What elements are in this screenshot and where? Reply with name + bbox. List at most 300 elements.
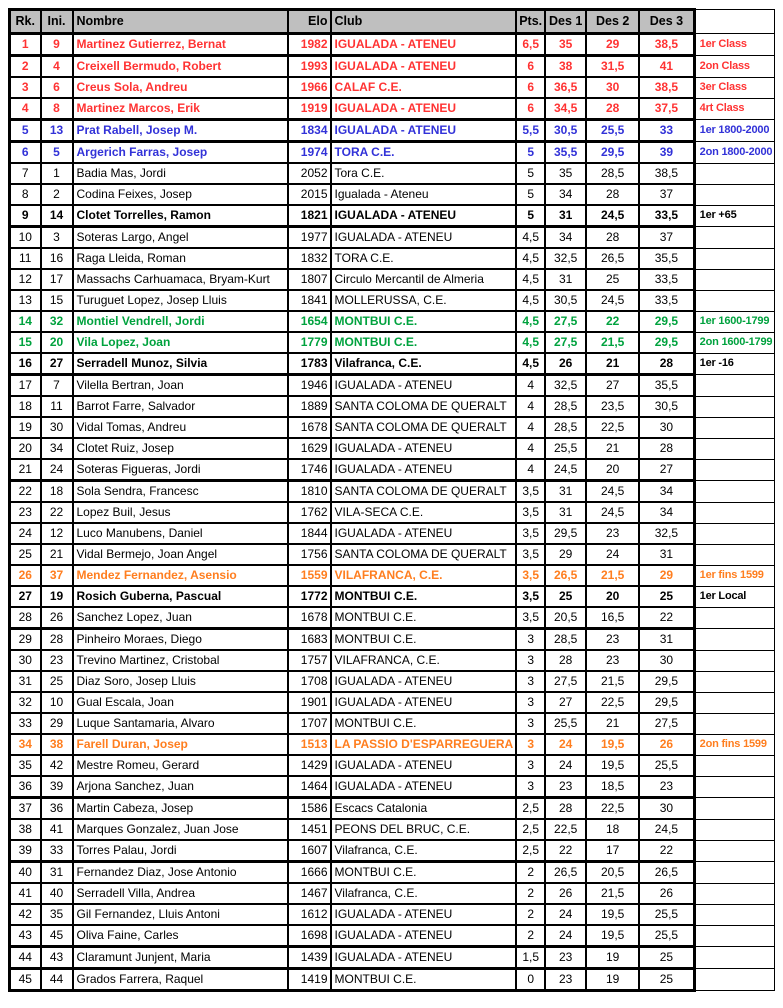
cell-des2: 17 <box>586 840 639 862</box>
cell-club: MONTBUI C.E. <box>331 332 517 353</box>
cell-award <box>694 544 775 565</box>
cell-nombre: Vila Lopez, Joan <box>73 332 288 353</box>
cell-nombre: Badia Mas, Jordi <box>73 163 288 184</box>
table-row <box>10 77 775 98</box>
cell-pts: 3 <box>516 671 545 692</box>
cell-des1: 28 <box>545 798 586 820</box>
cell-ini: 27 <box>41 353 73 375</box>
cell-des3: 28 <box>639 438 694 459</box>
cell-des1: 20,5 <box>545 607 586 629</box>
table-row <box>10 947 775 969</box>
table-row <box>10 481 775 503</box>
cell-nombre: Farell Duran, Josep <box>73 734 288 755</box>
cell-club: VILAFRANCA, C.E. <box>331 565 517 586</box>
cell-ini: 15 <box>41 290 73 311</box>
table-row <box>10 629 775 651</box>
cell-elo: 1841 <box>288 290 331 311</box>
cell-ini: 1 <box>41 163 73 184</box>
cell-rk: 17 <box>10 375 41 397</box>
cell-award <box>694 629 775 651</box>
table-row <box>10 163 775 184</box>
cell-award <box>694 798 775 820</box>
cell-rk: 18 <box>10 396 41 417</box>
cell-ini: 2 <box>41 184 73 205</box>
cell-pts: 6 <box>516 56 545 78</box>
cell-pts: 2 <box>516 862 545 884</box>
cell-elo: 1757 <box>288 650 331 671</box>
cell-des3: 30 <box>639 417 694 438</box>
cell-elo: 1559 <box>288 565 331 586</box>
cell-elo: 1946 <box>288 375 331 397</box>
cell-elo: 1451 <box>288 819 331 840</box>
cell-elo: 1429 <box>288 755 331 776</box>
cell-elo: 1666 <box>288 862 331 884</box>
cell-pts: 4 <box>516 459 545 481</box>
cell-ini: 40 <box>41 883 73 904</box>
cell-des1: 24 <box>545 925 586 947</box>
cell-award <box>694 290 775 311</box>
cell-rk: 43 <box>10 925 41 947</box>
cell-des3: 26 <box>639 734 694 755</box>
cell-elo: 1783 <box>288 353 331 375</box>
cell-des2: 23,5 <box>586 396 639 417</box>
cell-des1: 26,5 <box>545 862 586 884</box>
cell-des2: 20 <box>586 586 639 607</box>
cell-ini: 35 <box>41 904 73 925</box>
header-nombre: Nombre <box>73 10 288 34</box>
cell-pts: 4,5 <box>516 311 545 332</box>
cell-award: 1er fins 1599 <box>694 565 775 586</box>
cell-nombre: Codina Feixes, Josep <box>73 184 288 205</box>
cell-nombre: Luque Santamaria, Alvaro <box>73 713 288 734</box>
table-row <box>10 98 775 120</box>
cell-pts: 4 <box>516 375 545 397</box>
cell-des2: 19 <box>586 947 639 969</box>
cell-des1: 27,5 <box>545 332 586 353</box>
cell-des2: 24,5 <box>586 290 639 311</box>
table-row <box>10 248 775 269</box>
cell-award <box>694 163 775 184</box>
cell-elo: 1772 <box>288 586 331 607</box>
cell-elo: 1678 <box>288 607 331 629</box>
table-row <box>10 713 775 734</box>
cell-rk: 45 <box>10 969 41 991</box>
cell-des2: 20,5 <box>586 862 639 884</box>
cell-ini: 7 <box>41 375 73 397</box>
cell-ini: 9 <box>41 34 73 56</box>
cell-award <box>694 438 775 459</box>
cell-des3: 32,5 <box>639 523 694 544</box>
cell-ini: 32 <box>41 311 73 332</box>
cell-ini: 25 <box>41 671 73 692</box>
cell-elo: 1467 <box>288 883 331 904</box>
cell-pts: 4,5 <box>516 353 545 375</box>
cell-ini: 29 <box>41 713 73 734</box>
cell-ini: 36 <box>41 798 73 820</box>
cell-des3: 25 <box>639 969 694 991</box>
cell-elo: 2052 <box>288 163 331 184</box>
cell-nombre: Marques Gonzalez, Juan Jose <box>73 819 288 840</box>
cell-des2: 21 <box>586 438 639 459</box>
cell-des2: 24,5 <box>586 481 639 503</box>
cell-rk: 12 <box>10 269 41 290</box>
cell-des1: 25 <box>545 586 586 607</box>
header-pts: Pts. <box>516 10 545 34</box>
cell-award: 2on fins 1599 <box>694 734 775 755</box>
header-award <box>694 10 775 34</box>
cell-rk: 42 <box>10 904 41 925</box>
cell-rk: 44 <box>10 947 41 969</box>
table-row <box>10 776 775 798</box>
cell-nombre: Gual Escala, Joan <box>73 692 288 713</box>
table-row <box>10 396 775 417</box>
cell-club: IGUALADA - ATENEU <box>331 776 517 798</box>
standings-table <box>8 8 775 992</box>
cell-elo: 1439 <box>288 947 331 969</box>
cell-des3: 41 <box>639 56 694 78</box>
cell-des3: 26 <box>639 883 694 904</box>
cell-des2: 31,5 <box>586 56 639 78</box>
cell-club: VILA-SECA C.E. <box>331 502 517 523</box>
cell-award <box>694 396 775 417</box>
cell-des3: 30 <box>639 798 694 820</box>
cell-elo: 1844 <box>288 523 331 544</box>
cell-club: Igualada - Ateneu <box>331 184 517 205</box>
cell-pts: 4,5 <box>516 332 545 353</box>
cell-rk: 15 <box>10 332 41 353</box>
cell-des3: 38,5 <box>639 77 694 98</box>
table-row <box>10 862 775 884</box>
cell-award <box>694 269 775 290</box>
cell-pts: 5,5 <box>516 120 545 142</box>
cell-pts: 2,5 <box>516 840 545 862</box>
cell-club: Vilafranca, C.E. <box>331 353 517 375</box>
cell-ini: 16 <box>41 248 73 269</box>
cell-ini: 4 <box>41 56 73 78</box>
cell-club: MOLLERUSSA, C.E. <box>331 290 517 311</box>
cell-award <box>694 650 775 671</box>
cell-des3: 35,5 <box>639 375 694 397</box>
cell-rk: 29 <box>10 629 41 651</box>
cell-ini: 8 <box>41 98 73 120</box>
cell-pts: 2 <box>516 883 545 904</box>
cell-des3: 30,5 <box>639 396 694 417</box>
cell-nombre: Pinheiro Moraes, Diego <box>73 629 288 651</box>
cell-des1: 24 <box>545 755 586 776</box>
cell-des3: 34 <box>639 481 694 503</box>
cell-club: MONTBUI C.E. <box>331 311 517 332</box>
cell-nombre: Lopez Buil, Jesus <box>73 502 288 523</box>
cell-des2: 28 <box>586 98 639 120</box>
cell-elo: 1982 <box>288 34 331 56</box>
cell-elo: 1919 <box>288 98 331 120</box>
cell-des3: 31 <box>639 544 694 565</box>
cell-des3: 30 <box>639 650 694 671</box>
cell-rk: 41 <box>10 883 41 904</box>
cell-elo: 1698 <box>288 925 331 947</box>
cell-ini: 23 <box>41 650 73 671</box>
cell-club: IGUALADA - ATENEU <box>331 375 517 397</box>
cell-pts: 0 <box>516 969 545 991</box>
cell-pts: 4 <box>516 417 545 438</box>
cell-award: 2on 1800-2000 <box>694 142 775 164</box>
cell-rk: 10 <box>10 227 41 249</box>
cell-pts: 4 <box>516 438 545 459</box>
cell-nombre: Creus Sola, Andreu <box>73 77 288 98</box>
cell-des3: 29 <box>639 565 694 586</box>
table-row <box>10 311 775 332</box>
cell-rk: 35 <box>10 755 41 776</box>
cell-award: 2on 1600-1799 <box>694 332 775 353</box>
cell-des2: 23 <box>586 629 639 651</box>
cell-des1: 23 <box>545 776 586 798</box>
cell-nombre: Claramunt Junjent, Maria <box>73 947 288 969</box>
cell-pts: 5 <box>516 184 545 205</box>
cell-des3: 31 <box>639 629 694 651</box>
cell-des2: 21,5 <box>586 883 639 904</box>
cell-club: IGUALADA - ATENEU <box>331 523 517 544</box>
cell-des1: 28,5 <box>545 417 586 438</box>
cell-des1: 35,5 <box>545 142 586 164</box>
cell-des2: 29 <box>586 34 639 56</box>
cell-pts: 3,5 <box>516 481 545 503</box>
table-row <box>10 692 775 713</box>
cell-award: 1er 1800-2000 <box>694 120 775 142</box>
cell-club: LA PASSIO D'ESPARREGUERA <box>331 734 517 755</box>
cell-pts: 4,5 <box>516 248 545 269</box>
cell-ini: 12 <box>41 523 73 544</box>
cell-rk: 6 <box>10 142 41 164</box>
cell-award <box>694 692 775 713</box>
cell-club: IGUALADA - ATENEU <box>331 56 517 78</box>
cell-rk: 38 <box>10 819 41 840</box>
header-rank: Rk. <box>10 10 41 34</box>
cell-nombre: Trevino Martinez, Cristobal <box>73 650 288 671</box>
cell-des3: 22 <box>639 840 694 862</box>
cell-award: 1er Local <box>694 586 775 607</box>
cell-club: MONTBUI C.E. <box>331 629 517 651</box>
cell-des1: 28,5 <box>545 396 586 417</box>
cell-des2: 26,5 <box>586 248 639 269</box>
cell-nombre: Martinez Gutierrez, Bernat <box>73 34 288 56</box>
header-des1: Des 1 <box>545 10 586 34</box>
table-row <box>10 375 775 397</box>
cell-des3: 37 <box>639 227 694 249</box>
cell-pts: 3 <box>516 713 545 734</box>
cell-des3: 25,5 <box>639 904 694 925</box>
cell-club: IGUALADA - ATENEU <box>331 904 517 925</box>
cell-ini: 10 <box>41 692 73 713</box>
cell-club: IGUALADA - ATENEU <box>331 671 517 692</box>
cell-club: MONTBUI C.E. <box>331 969 517 991</box>
cell-club: SANTA COLOMA DE QUERALT <box>331 417 517 438</box>
cell-ini: 45 <box>41 925 73 947</box>
cell-nombre: Creixell Bermudo, Robert <box>73 56 288 78</box>
table-row <box>10 969 775 991</box>
cell-nombre: Massachs Carhuamaca, Bryam-Kurt <box>73 269 288 290</box>
cell-elo: 1901 <box>288 692 331 713</box>
cell-rk: 39 <box>10 840 41 862</box>
cell-rk: 4 <box>10 98 41 120</box>
cell-des2: 27 <box>586 375 639 397</box>
table-row <box>10 332 775 353</box>
cell-des2: 19,5 <box>586 755 639 776</box>
cell-des3: 25,5 <box>639 925 694 947</box>
cell-award <box>694 184 775 205</box>
cell-des2: 19,5 <box>586 925 639 947</box>
cell-club: IGUALADA - ATENEU <box>331 438 517 459</box>
cell-nombre: Rosich Guberna, Pascual <box>73 586 288 607</box>
cell-pts: 3 <box>516 776 545 798</box>
cell-award <box>694 248 775 269</box>
cell-des1: 24 <box>545 904 586 925</box>
cell-elo: 1607 <box>288 840 331 862</box>
table-row <box>10 586 775 607</box>
cell-nombre: Mestre Romeu, Gerard <box>73 755 288 776</box>
cell-des1: 26 <box>545 353 586 375</box>
cell-pts: 2,5 <box>516 819 545 840</box>
table-row <box>10 925 775 947</box>
cell-des3: 26,5 <box>639 862 694 884</box>
cell-nombre: Torres Palau, Jordi <box>73 840 288 862</box>
cell-club: IGUALADA - ATENEU <box>331 120 517 142</box>
cell-pts: 3 <box>516 734 545 755</box>
cell-pts: 3,5 <box>516 565 545 586</box>
cell-award: 2on Class <box>694 56 775 78</box>
cell-pts: 6 <box>516 77 545 98</box>
cell-des3: 37 <box>639 184 694 205</box>
cell-rk: 37 <box>10 798 41 820</box>
cell-club: MONTBUI C.E. <box>331 862 517 884</box>
cell-des1: 30,5 <box>545 290 586 311</box>
cell-elo: 1993 <box>288 56 331 78</box>
table-row <box>10 34 775 56</box>
cell-rk: 3 <box>10 77 41 98</box>
cell-award <box>694 755 775 776</box>
table-row <box>10 798 775 820</box>
cell-pts: 5 <box>516 205 545 227</box>
cell-club: IGUALADA - ATENEU <box>331 34 517 56</box>
cell-club: SANTA COLOMA DE QUERALT <box>331 481 517 503</box>
cell-des1: 22,5 <box>545 819 586 840</box>
cell-ini: 21 <box>41 544 73 565</box>
cell-rk: 23 <box>10 502 41 523</box>
cell-rk: 8 <box>10 184 41 205</box>
cell-ini: 22 <box>41 502 73 523</box>
cell-des3: 25,5 <box>639 755 694 776</box>
cell-award <box>694 671 775 692</box>
cell-des2: 18,5 <box>586 776 639 798</box>
cell-des3: 33,5 <box>639 290 694 311</box>
cell-des3: 33,5 <box>639 269 694 290</box>
cell-des3: 25 <box>639 947 694 969</box>
cell-elo: 1832 <box>288 248 331 269</box>
cell-ini: 18 <box>41 481 73 503</box>
cell-des1: 31 <box>545 502 586 523</box>
cell-des2: 23 <box>586 523 639 544</box>
cell-elo: 1834 <box>288 120 331 142</box>
cell-ini: 44 <box>41 969 73 991</box>
cell-des1: 28,5 <box>545 629 586 651</box>
cell-rk: 5 <box>10 120 41 142</box>
cell-rk: 25 <box>10 544 41 565</box>
cell-rk: 33 <box>10 713 41 734</box>
cell-rk: 2 <box>10 56 41 78</box>
cell-nombre: Gil Fernandez, Lluis Antoni <box>73 904 288 925</box>
cell-pts: 3,5 <box>516 586 545 607</box>
cell-des1: 27,5 <box>545 671 586 692</box>
cell-elo: 1464 <box>288 776 331 798</box>
cell-rk: 22 <box>10 481 41 503</box>
cell-nombre: Clotet Torrelles, Ramon <box>73 205 288 227</box>
cell-elo: 1810 <box>288 481 331 503</box>
cell-des2: 23 <box>586 650 639 671</box>
table-row <box>10 650 775 671</box>
cell-award <box>694 227 775 249</box>
cell-rk: 34 <box>10 734 41 755</box>
cell-award <box>694 607 775 629</box>
cell-nombre: Argerich Farras, Josep <box>73 142 288 164</box>
cell-pts: 3 <box>516 650 545 671</box>
table-row <box>10 671 775 692</box>
cell-elo: 1707 <box>288 713 331 734</box>
cell-rk: 11 <box>10 248 41 269</box>
cell-nombre: Diaz Soro, Josep Lluis <box>73 671 288 692</box>
cell-des1: 36,5 <box>545 77 586 98</box>
table-row <box>10 459 775 481</box>
header-des2: Des 2 <box>586 10 639 34</box>
cell-des1: 29,5 <box>545 523 586 544</box>
cell-rk: 21 <box>10 459 41 481</box>
cell-award <box>694 417 775 438</box>
header-row <box>10 10 775 34</box>
cell-elo: 1977 <box>288 227 331 249</box>
cell-des3: 33,5 <box>639 205 694 227</box>
cell-ini: 28 <box>41 629 73 651</box>
cell-des1: 35 <box>545 163 586 184</box>
cell-nombre: Oliva Faine, Carles <box>73 925 288 947</box>
cell-rk: 19 <box>10 417 41 438</box>
table-row <box>10 353 775 375</box>
cell-nombre: Vidal Tomas, Andreu <box>73 417 288 438</box>
cell-elo: 1654 <box>288 311 331 332</box>
cell-des2: 24 <box>586 544 639 565</box>
cell-rk: 14 <box>10 311 41 332</box>
table-row <box>10 227 775 249</box>
cell-club: VILAFRANCA, C.E. <box>331 650 517 671</box>
cell-ini: 20 <box>41 332 73 353</box>
cell-club: IGUALADA - ATENEU <box>331 925 517 947</box>
cell-award <box>694 883 775 904</box>
cell-ini: 33 <box>41 840 73 862</box>
cell-pts: 3,5 <box>516 607 545 629</box>
table-row <box>10 607 775 629</box>
cell-pts: 3,5 <box>516 502 545 523</box>
table-row <box>10 56 775 78</box>
cell-club: TORA C.E. <box>331 142 517 164</box>
cell-nombre: Martinez Marcos, Erik <box>73 98 288 120</box>
cell-des3: 22 <box>639 607 694 629</box>
cell-award <box>694 904 775 925</box>
table-row <box>10 142 775 164</box>
cell-nombre: Vilella Bertran, Joan <box>73 375 288 397</box>
cell-ini: 11 <box>41 396 73 417</box>
cell-des3: 39 <box>639 142 694 164</box>
cell-pts: 2 <box>516 925 545 947</box>
table-row <box>10 883 775 904</box>
cell-ini: 43 <box>41 947 73 969</box>
table-row <box>10 819 775 840</box>
